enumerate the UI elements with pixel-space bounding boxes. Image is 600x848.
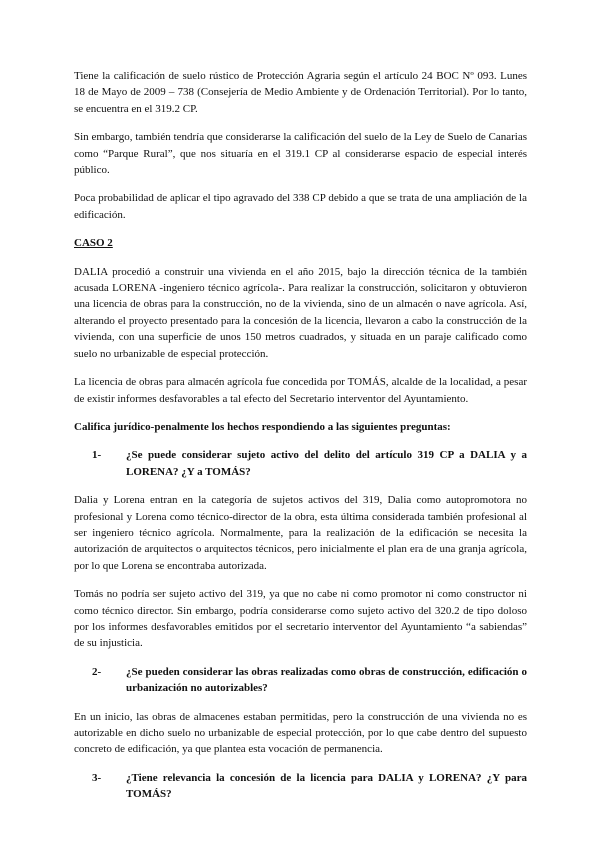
question-number: 1- <box>92 449 102 462</box>
case-license-paragraph: La licencia de obras para almacén agrícola fue concedida por TOMÁS, alcalde de la localidad, a pesar de existir informes desfavorables a tal efecto del Secretario interventor del Ayuntamiento. <box>74 376 527 405</box>
question-number: 3- <box>92 771 102 784</box>
paragraph-rural-park: Sin embargo, también tendría que considerarse la calificación del suelo de la Ley de Suelo de Canarias como “Parque Rural”, que nos situaría en el 319.1 CP al considerarse espacio de especial interés público. <box>74 131 527 177</box>
question-text: ¿Tiene relevancia la concesión de la licencia para DALIA y LORENA? ¿Y para TOMÁS? <box>126 771 527 801</box>
question-text: ¿Se puede considerar sujeto activo del delito del artículo 319 CP a DALIA y a LORENA? ¿Y a TOMÁS? <box>126 449 527 478</box>
case-facts-paragraph: DALIA procedió a construir una vivienda en el año 2015, bajo la dirección técnica de la también acusada LORENA -ingeniero técnico agrícola-. Para realizar la construcción, solicitaron y obtuvieron una licencia de obras para la construcción, no de la vivienda, sino de un almacén o nave agrícola. Así, alterando el proyecto presentado para la concesión de la licencia, llevaron a cabo la construcción de la vivienda, con una superficie de unos 150 metros cuadrados, y situada en un paraje calificado como suelo no urbanizable de especial protección. <box>74 265 527 360</box>
question-3 <box>74 770 527 803</box>
question-2 <box>74 664 527 697</box>
case-title: CASO 2 <box>74 237 113 250</box>
paragraph-protection-classification: Tiene la calificación de suelo rústico de Protección Agraria según el artículo 24 BOC Nº 093. Lunes 18 de Mayo de 2009 – 738 (Consejería de Medio Ambiente y de Ordenación Territorial). Por lo tanto, se encuentra en el 319.2 CP. <box>74 70 527 115</box>
answer-paragraph: En un inicio, las obras de almacenes estaban permitidas, pero la construcción de una vivienda no es autorizable en dicho suelo no urbanizable de especial protección, por lo que cabe dentro del supuesto concreto de edificación, ya que plantea esta vocación de permanencia. <box>74 710 527 756</box>
question-1 <box>74 447 527 480</box>
paragraph-aggravated-type: Poca probabilidad de aplicar el tipo agravado del 338 CP debido a que se trata de una ampliación de la edificación. <box>74 192 527 221</box>
instructions: Califica jurídico-penalmente los hechos respondiendo a las siguientes preguntas: <box>74 420 451 433</box>
question-number: 2- <box>92 665 102 678</box>
document-body <box>74 68 527 815</box>
question-text: ¿Se pueden considerar las obras realizadas como obras de construcción, edificación o urbanización no autorizables? <box>126 665 527 695</box>
answer-paragraph: Dalia y Lorena entran en la categoría de sujetos activos del 319, Dalia como autopromotora no profesional y Lorena como técnico-director de la obra, esta última considerada también profesional al ser ingeniero técnico agrícola. Normalmente, para la realización de la edificación se necesita la autorización de arquitectos o arquitectos técnicos, pero inicialmente el plan era de una granja agrícola, por lo que Lorena se encontraba autorizada. <box>74 494 527 572</box>
answer-paragraph: Tomás no podría ser sujeto activo del 319, ya que no cabe ni como promotor ni como constructor ni como técnico director. Sin embargo, podría considerarse como sujeto activo del 320.2 de tipo doloso por los informes desfavorables emitidos por el secretario interventor del Ayuntamiento “a sabiendas” de su injusticia. <box>74 588 527 650</box>
